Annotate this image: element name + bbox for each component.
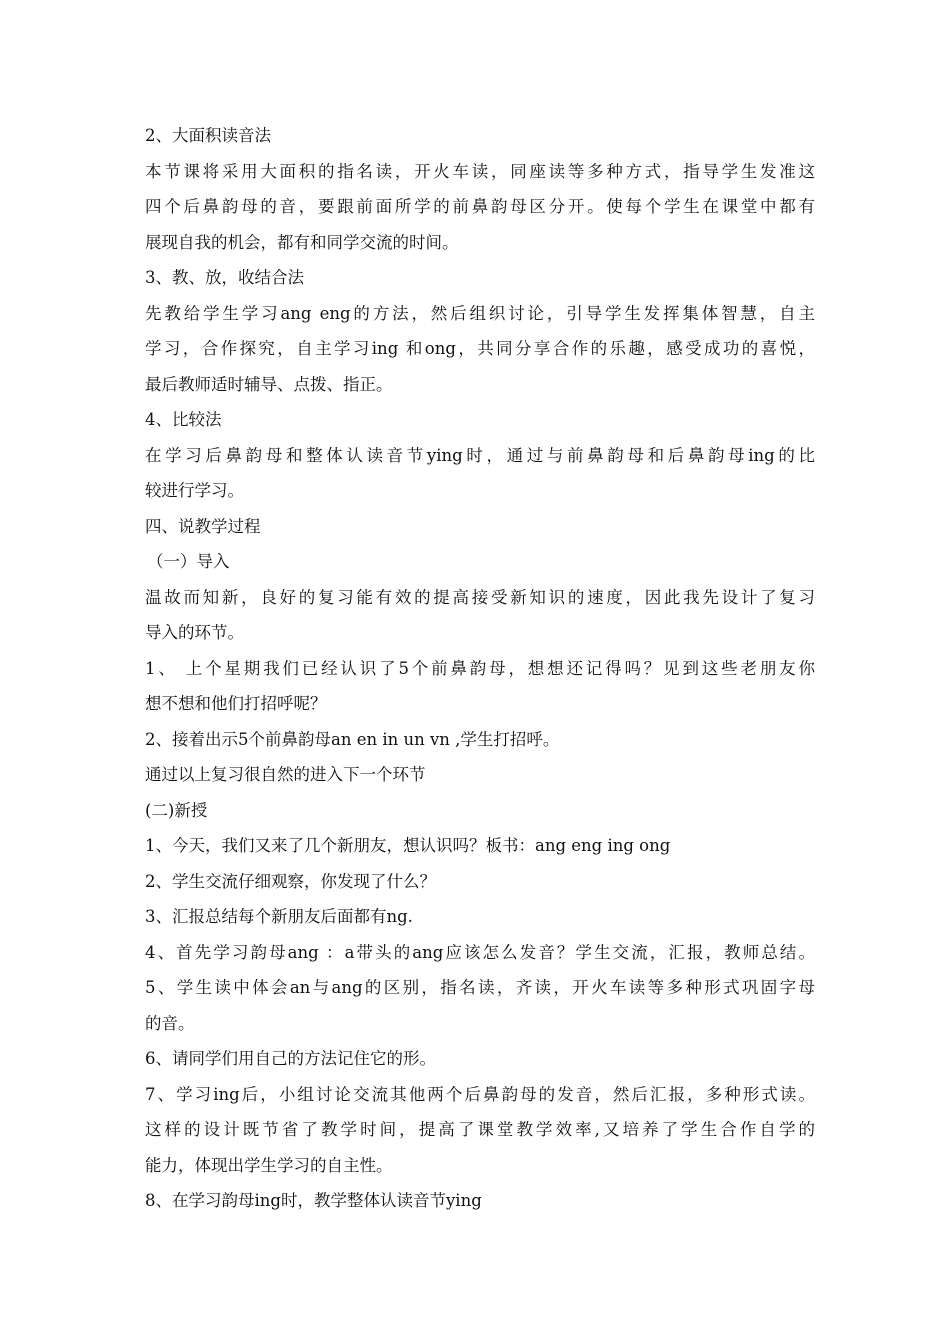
paragraph-line: 较进行学习。 (145, 481, 244, 500)
document-body (145, 118, 815, 1219)
list-item: 1、今天，我们又来了几个新朋友，想认识吗？板书：ang eng ing ong (145, 836, 671, 855)
paragraph-line: 最后教师适时辅导、点拨、指正。 (145, 374, 393, 394)
list-item: 4、首先学习韵母ang ：a带头的ang应该怎么发音？学生交流，汇报，教师总结。 (145, 942, 815, 962)
list-item: 5、学生读中体会an与ang的区别，指名读，齐读，开火车读等多种形式巩固字母 (145, 978, 815, 997)
list-item: 2、学生交流仔细观察，你发现了什么？ (145, 871, 436, 891)
list-item: 2、接着出示5个前鼻韵母an en in un vn ,学生打招呼。 (145, 729, 560, 749)
section-heading-teach-release: 3、教、放，收结合法 (145, 268, 304, 287)
list-item: 1、 上个星期我们已经认识了5个前鼻韵母，想想还记得吗？见到这些老朋友你 (145, 658, 815, 678)
paragraph-line: 展现自我的机会，都有和同学交流的时间。 (145, 232, 459, 252)
list-item: 7、学习ing后，小组讨论交流其他两个后鼻韵母的发音，然后汇报，多种形式读。 (145, 1084, 815, 1104)
list-item-continued: 想不想和他们打招呼呢？ (145, 694, 327, 713)
paragraph-line: 本节课将采用大面积的指名读，开火车读，同座读等多种方式，指导学生发准这 (145, 161, 815, 181)
paragraph-line: 这样的设计既节省了教学时间，提高了课堂教学效率,又培养了学生合作自学的 (145, 1120, 815, 1139)
paragraph-line: 通过以上复习很自然的进入下一个环节 (145, 765, 426, 784)
paragraph-line: 学习，合作探究，自主学习ing 和ong，共同分享合作的乐趣，感受成功的喜悦， (145, 339, 815, 358)
section-heading-comparison: 4、比较法 (145, 410, 222, 429)
list-item: 8、在学习韵母ing时，教学整体认读音节ying (145, 1191, 482, 1210)
chapter-heading-teaching-process: 四、说教学过程 (145, 516, 261, 536)
subsection-heading-intro: （一）导入 (147, 552, 230, 571)
list-item-continued: 的音。 (145, 1013, 195, 1033)
paragraph-line: 导入的环节。 (145, 623, 244, 642)
paragraph-line: 温故而知新，良好的复习能有效的提高接受新知识的速度，因此我先设计了复习 (145, 587, 815, 607)
paragraph-line: 能力，体现出学生学习的自主性。 (145, 1155, 393, 1175)
paragraph-line: 四个后鼻韵母的音，要跟前面所学的前鼻韵母区分开。使每个学生在课堂中都有 (145, 197, 815, 216)
section-heading-mass-reading: 2、大面积读音法 (145, 126, 271, 145)
subsection-heading-new-lesson: (二)新授 (145, 800, 208, 820)
paragraph-line: 在学习后鼻韵母和整体认读音节ying时，通过与前鼻韵母和后鼻韵母ing的比 (145, 445, 815, 465)
list-item: 3、汇报总结每个新朋友后面都有ng. (145, 907, 413, 926)
paragraph-line: 先教给学生学习ang eng的方法，然后组织讨论，引导学生发挥集体智慧，自主 (145, 303, 815, 323)
list-item: 6、请同学们用自己的方法记住它的形。 (145, 1049, 436, 1068)
